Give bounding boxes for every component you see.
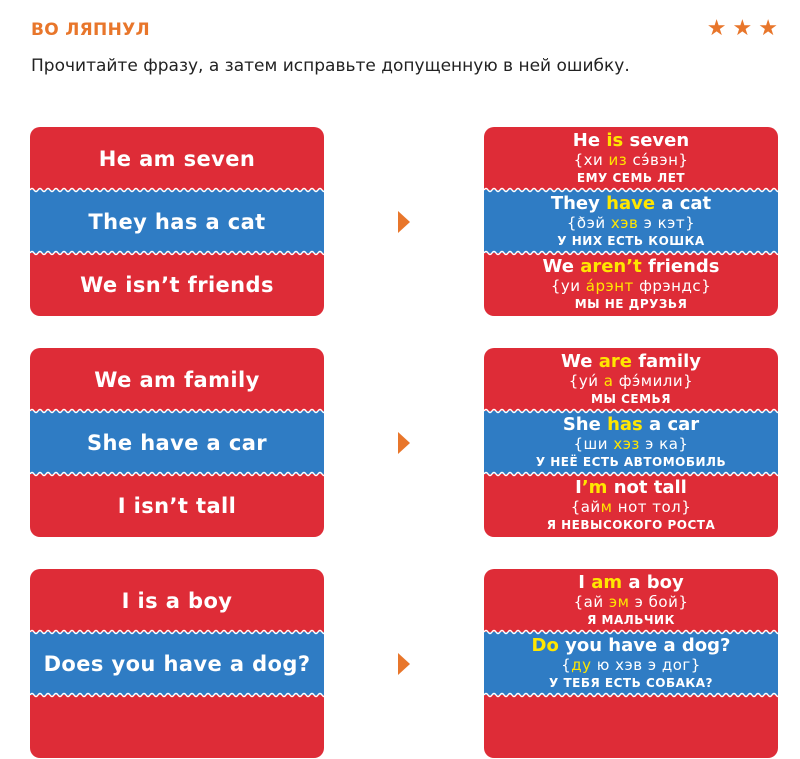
transcription [551,277,711,296]
transcription [561,656,701,675]
russian-translation: МЫ НЕ ДРУЗЬЯ [574,297,688,311]
corrected-phrase-band [484,253,778,316]
highlight-text: is [606,130,624,151]
text-segment: I [575,477,582,498]
highlight-text: из [608,151,628,169]
wrong-phrase-band [30,569,324,632]
wrong-phrase-band [30,190,324,253]
text-segment: a car [642,414,700,435]
star-icon: ★ [732,16,753,41]
corrected-phrase-band [484,632,778,695]
wrong-phrase-band [30,695,324,758]
arrow-right-icon [398,211,410,233]
wave-divider [484,692,778,698]
text-segment: She [562,414,608,435]
text-segment: {ай [573,593,609,611]
text-segment: {хи [573,151,609,169]
star-icon: ★ [758,16,778,41]
text-segment: фэ́мили} [613,372,694,390]
wrong-phrase-band [30,127,324,190]
highlight-text: ду [571,656,592,674]
wrong-phrase: He am seven [98,146,256,171]
corrected-english [578,573,684,593]
corrected-english [575,478,687,498]
wave-divider [30,250,324,256]
corrected-english [573,131,689,151]
text-segment: э ка} [639,435,689,453]
transcription [574,435,689,454]
text-segment: {ðэй [566,214,611,232]
wrong-phrases-card [30,569,324,758]
wave-divider [484,629,778,635]
wrong-phrase-band [30,253,324,316]
text-segment: seven [623,130,690,151]
highlight-text: am [591,572,623,593]
highlight-text: are [598,351,632,372]
difficulty-rating [707,18,778,40]
wave-divider [30,471,324,477]
corrected-phrases-card [484,348,778,537]
highlight-text: а [603,372,614,390]
text-segment: {ши [573,435,614,453]
text-segment: They [550,193,607,214]
corrected-phrase-band [484,348,778,411]
wave-divider [30,692,324,698]
wrong-phrase: They has a cat [88,209,266,234]
wave-divider [30,408,324,414]
text-segment: фрэндс} [633,277,712,295]
russian-translation: У НЕЁ ЕСТЬ АВТОМОБИЛЬ [535,455,727,469]
wave-divider [484,408,778,414]
highlight-text: хэз [613,435,640,453]
corrected-english [532,636,731,656]
highlight-text: Do [531,635,559,656]
text-segment: you have a dog? [558,635,731,656]
highlight-text: эм [608,593,630,611]
corrected-phrase-band [484,411,778,474]
transcription [567,214,695,233]
wave-divider [484,250,778,256]
text-segment: э бой} [629,593,689,611]
wrong-phrase: Does you have a dog? [43,651,311,676]
text-segment: I [578,572,592,593]
exercise-title: ВО ЛЯПНУЛ [31,20,150,40]
corrected-english [551,194,711,214]
text-segment: friends [641,256,720,277]
corrected-phrases-card [484,127,778,316]
text-segment: {ай [570,498,601,516]
highlight-text: ’m [581,477,608,498]
wrong-phrase: We am family [94,367,260,392]
corrected-english [563,415,699,435]
text-segment: a cat [655,193,712,214]
transcription [574,151,689,170]
text-segment: { [561,656,572,674]
wrong-phrase: I is a boy [121,588,233,613]
wrong-phrases-card [30,127,324,316]
highlight-text: а́рэнт [585,277,634,295]
highlight-text: хэв [610,214,639,232]
corrected-phrase-band [484,190,778,253]
transcription [571,498,692,517]
corrected-english [543,257,720,277]
wrong-phrase-band [30,348,324,411]
wrong-phrase: We isn’t friends [80,272,274,297]
exercise-group [0,569,800,759]
corrected-phrases-card [484,569,778,758]
wrong-phrase-band [30,632,324,695]
text-segment: э кэт} [638,214,696,232]
wrong-phrases-card [30,348,324,537]
text-segment: {уи́ [568,372,604,390]
text-segment: family [631,351,701,372]
star-icon: ★ [706,16,727,41]
text-segment: ю хэв э дог} [591,656,701,674]
instruction-text: Прочитайте фразу, а затем исправьте допущенную в ней ошибку. [31,56,630,76]
exercise-group [0,348,800,538]
highlight-text: have [606,193,656,214]
text-segment: сэ́вэн} [627,151,689,169]
corrected-phrase-band [484,474,778,537]
wave-divider [484,187,778,193]
russian-translation: Я НЕВЫСОКОГО РОСТА [546,518,716,532]
text-segment: нот тол} [612,498,692,516]
russian-translation: МЫ СЕМЬЯ [591,392,671,406]
text-segment: a boy [622,572,684,593]
text-segment: We [561,351,599,372]
text-segment: We [542,256,581,277]
corrected-phrase-band [484,695,778,758]
wrong-phrase-band [30,411,324,474]
corrected-phrase-band [484,569,778,632]
highlight-text: has [607,414,643,435]
wave-divider [30,187,324,193]
text-segment: {уи [550,277,586,295]
wave-divider [30,629,324,635]
exercise-group [0,127,800,317]
wrong-phrase: I isn’t tall [117,493,237,518]
arrow-right-icon [398,653,410,675]
russian-translation: У НИХ ЕСТЬ КОШКА [557,234,705,248]
arrow-right-icon [398,432,410,454]
corrected-english [561,352,701,372]
text-segment: He [572,130,607,151]
highlight-text: aren’t [580,256,642,277]
wave-divider [484,471,778,477]
russian-translation: У ТЕБЯ ЕСТЬ СОБАКА? [549,676,713,690]
transcription [569,372,693,391]
text-segment: not tall [607,477,687,498]
wrong-phrase-band [30,474,324,537]
transcription [574,593,689,612]
highlight-text: м [600,498,613,516]
wrong-phrase: She have a car [86,430,268,455]
russian-translation: ЕМУ СЕМЬ ЛЕТ [576,171,686,185]
russian-translation: Я МАЛЬЧИК [587,613,675,627]
corrected-phrase-band [484,127,778,190]
